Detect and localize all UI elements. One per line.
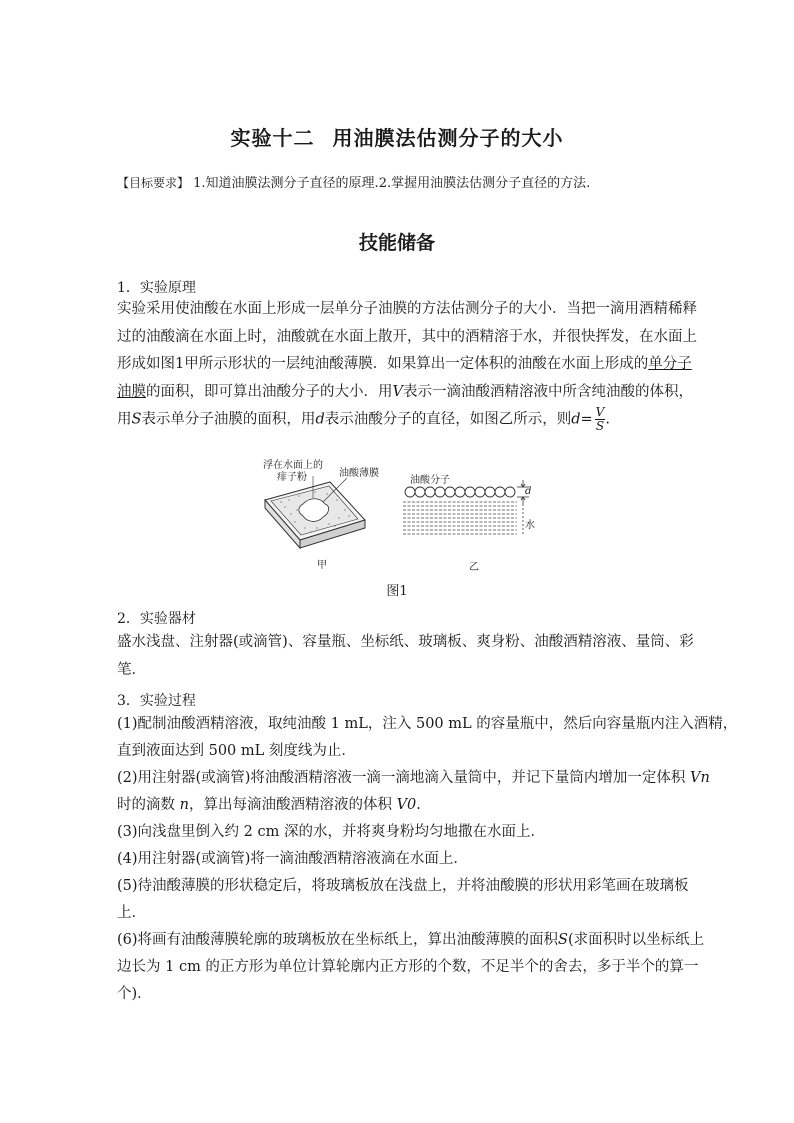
- var-n: n: [179, 797, 189, 813]
- step-5-line-2: 上．: [117, 905, 146, 921]
- label-a: 甲: [317, 560, 327, 571]
- label-d: d: [525, 486, 532, 497]
- section-title: 技能储备: [358, 232, 435, 254]
- title-part2: 用油膜法估测分子的大小: [332, 126, 564, 150]
- formula-numerator: V: [595, 405, 605, 419]
- var-v: V: [392, 383, 403, 400]
- equipment-line-2: 笔．: [117, 661, 146, 678]
- tray-drawing: [265, 476, 365, 548]
- principle-line-5-e: 表示油酸分子的直径，如图乙所示，则: [324, 411, 572, 428]
- step-2-line-2: [117, 792, 679, 819]
- step-5-line-1: (5)待油酸薄膜的形状稳定后，将玻璃板放在浅盘上，并将油酸膜的形状用彩笔画在玻璃板: [117, 878, 689, 894]
- var-area-s: S: [558, 932, 568, 948]
- formula-fraction: [595, 406, 606, 433]
- title-part1: 实验十二: [230, 126, 315, 150]
- step-4: (4)用注射器(或滴管)将一滴油酸酒精溶液滴在水面上．: [117, 851, 468, 867]
- water-lines: [403, 502, 517, 534]
- goal-tag: 【目标要求】: [117, 176, 190, 190]
- label-water: 水: [525, 520, 535, 531]
- step-2-text-b: 时的滴数: [117, 797, 175, 813]
- var-vn: Vn: [689, 770, 710, 786]
- process-heading: 3．实验过程: [117, 693, 196, 709]
- step-2-text-c: ，算出每滴油酸酒精溶液的体积: [188, 797, 392, 813]
- principle-line-5-a: 用: [117, 411, 132, 428]
- step-6-text-b: (求面积时以坐标纸上: [567, 932, 705, 948]
- step-1-line-2: 直到液面达到 500 mL 刻度线为止．: [117, 743, 356, 759]
- step-3: (3)向浅盘里倒入约 2 cm 深的水，并将爽身粉均匀地撒在水面上．: [117, 824, 545, 840]
- principle-line-3: [117, 351, 692, 379]
- figure-1: [255, 452, 545, 572]
- var-d: d: [315, 411, 325, 428]
- step-2-end: .: [416, 797, 421, 813]
- formula-denominator: S: [595, 419, 605, 433]
- molecule-row: [405, 487, 515, 497]
- goal-text: 1.知道油膜法测分子直径的原理.2.掌握用油膜法估测分子直径的方法.: [193, 176, 591, 191]
- principle-line-2: 过的油酸滴在水面上时，油酸就在水面上散开，其中的酒精溶于水，并很快挥发，在水面上: [117, 328, 697, 345]
- step-6-text: (6)将画有油酸薄膜轮廓的玻璃板放在坐标纸上，算出油酸薄膜的面积: [117, 932, 559, 948]
- principle-heading: 1．实验原理: [117, 280, 196, 296]
- process-steps: [117, 711, 738, 1008]
- step-2-text: (2)用注射器(或滴管)将油酸酒精溶液一滴一滴地滴入量筒中，并记下量筒内增加一定体积: [117, 770, 686, 786]
- equipment-line-1: 盛水浅盘、注射器(或滴管)、容量瓶、坐标纸、玻璃板、爽身粉、油酸酒精溶液、量筒、彩: [117, 634, 694, 650]
- step-1-line-1: (1)配制油酸酒精溶液，取纯油酸 1 mL，注入 500 mL 的容量瓶中，然后向容量瓶内注入酒精，: [117, 716, 738, 732]
- equipment-paragraph: [117, 629, 694, 684]
- label-b: 乙: [469, 562, 479, 573]
- underlined-term: 单分子: [648, 356, 692, 372]
- underlined-term-2: 油膜: [117, 383, 146, 400]
- principle-line-4-text: 的面积，即可算出油酸分子的大小．用: [146, 383, 393, 400]
- principle-line-5-c: 表示单分子油膜的面积，用: [141, 411, 316, 428]
- var-s: S: [131, 411, 142, 428]
- label-film: 油酸薄膜: [339, 468, 379, 479]
- label-powder: 浮在水面上的: [263, 460, 323, 471]
- label-molecule: 油酸分子: [410, 475, 450, 486]
- principle-line-4-end: 表示一滴油酸酒精溶液中所含纯油酸的体积，: [402, 383, 693, 400]
- label-powder-2: 痱子粉: [277, 472, 307, 483]
- principle-line-4: [117, 379, 693, 407]
- principle-line-5: [117, 406, 679, 434]
- var-v0: V0: [396, 797, 417, 813]
- formula-lhs: d=: [571, 411, 593, 428]
- page-title: [0, 122, 794, 151]
- formula-end: .: [605, 411, 610, 428]
- step-2-line-1: [117, 765, 710, 792]
- step-6-line-1: [117, 927, 705, 954]
- step-6-line-2: 边长为 1 cm 的正方形为单位计算轮廓内正方形的个数，不足半个的舍去，多于半个的算一: [117, 959, 699, 975]
- principle-paragraph: [117, 296, 697, 434]
- principle-line-1: 实验采用使油酸在水面上形成一层单分子油膜的方法估测分子的大小．当把一滴用酒精稀释: [117, 301, 697, 317]
- goal-requirements: [117, 172, 697, 191]
- step-6-line-3: 个)．: [117, 986, 152, 1002]
- principle-line-3-text: 形成如图1甲所示形状的一层纯油酸薄膜．如果算出一定体积的油酸在水面上形成的: [117, 356, 649, 372]
- equipment-heading: 2．实验器材: [117, 611, 196, 627]
- figure-caption: 图1: [386, 584, 408, 599]
